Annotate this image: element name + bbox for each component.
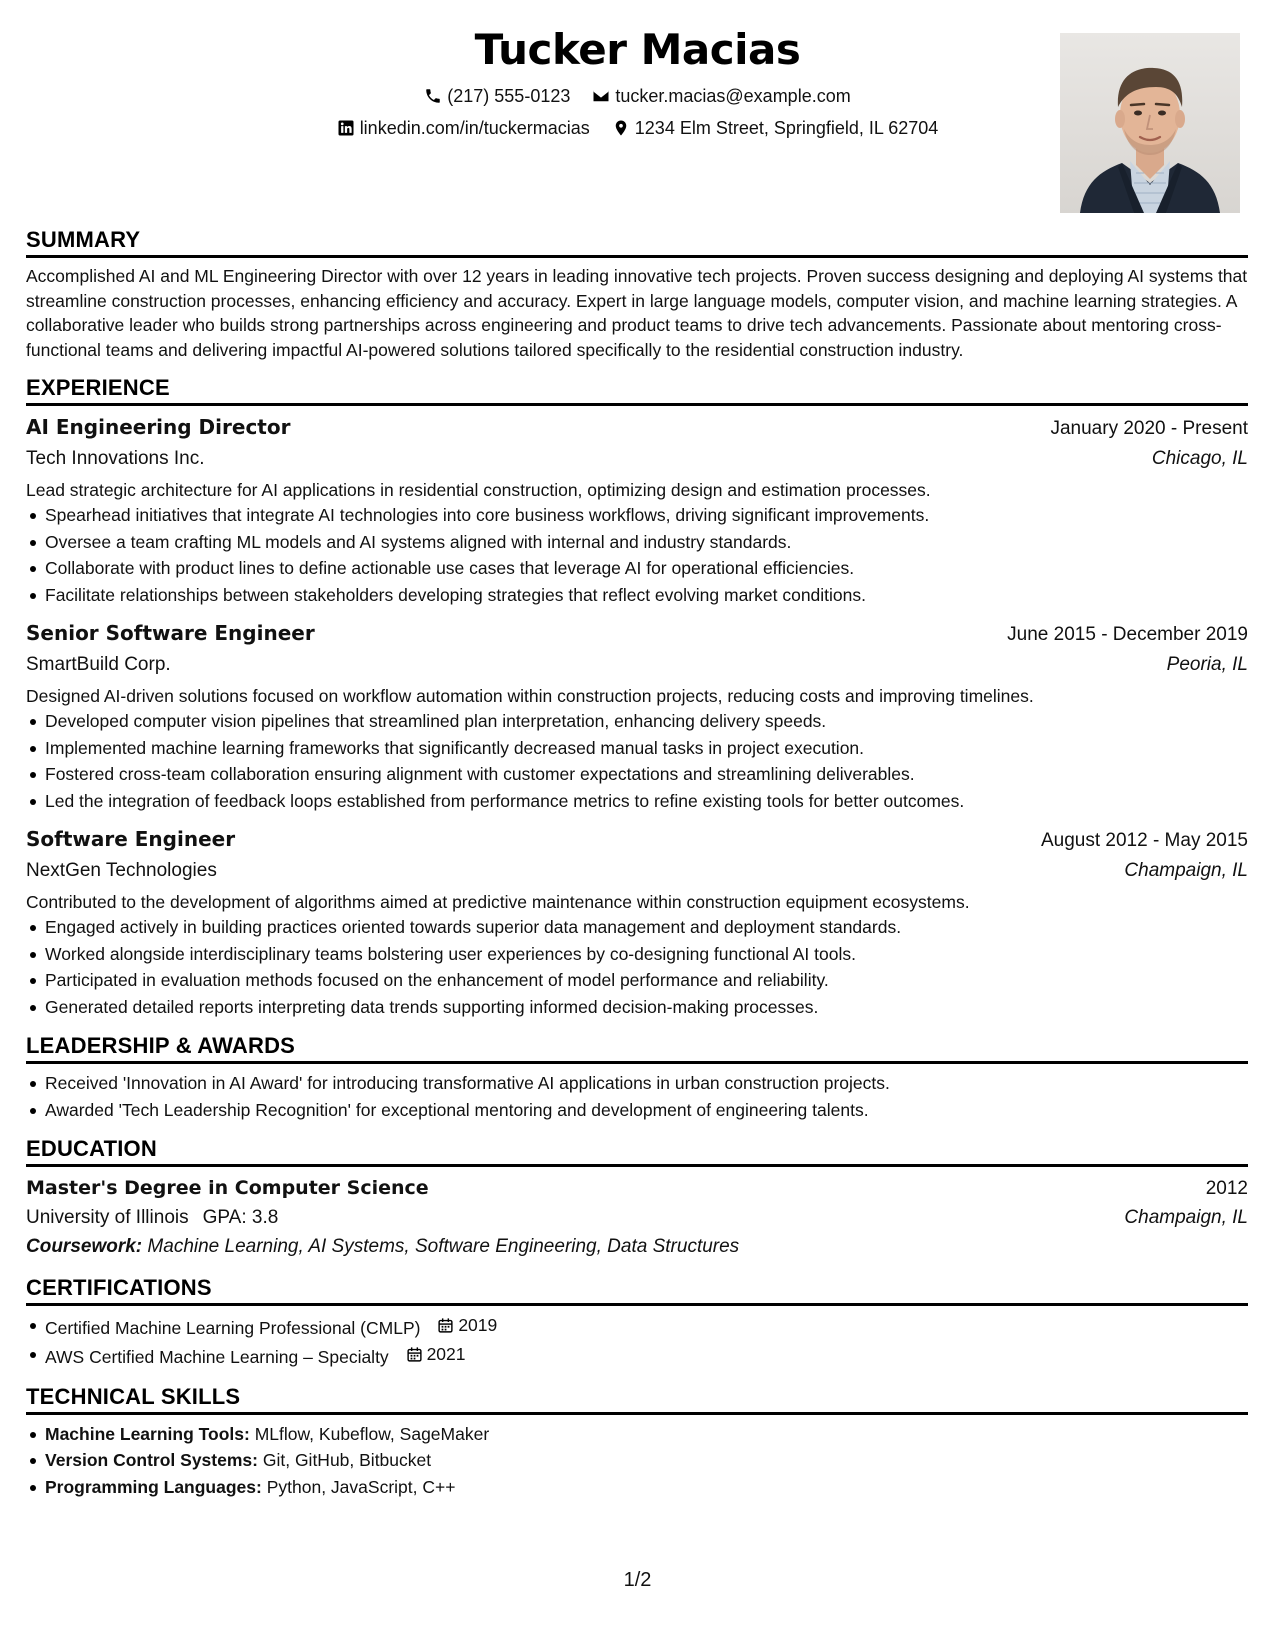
edu-school: University of Illinois: [26, 1207, 189, 1228]
summary-text: Accomplished AI and ML Engineering Director with over 12 years in leading innovative tech projects. Proven success designing and deploying AI systems that streamline construction processes, enhancing efficiency and accuracy. Expert in large language models, computer vision, and machine learning strategies. A collaborative leader who builds strong partnerships across engineering and product teams to drive tech advancements. Passionate about mentoring cross-functional teams and delivering impactful AI-powered solutions tailored specifically to the residential construction industry.: [26, 266, 1248, 360]
list-item: Facilitate relationships between stakeholders developing strategies that reflect evolving market conditions.: [26, 582, 1248, 609]
job-bullets: [26, 708, 1248, 814]
job-company: SmartBuild Corp.: [26, 654, 171, 675]
phone-icon: [424, 87, 442, 105]
job-bullets: [26, 502, 1248, 608]
list-item: Received 'Innovation in AI Award' for introducing transformative AI applications in urban construction projects.: [26, 1070, 1248, 1097]
contact-phone: [424, 84, 570, 108]
job-title: AI Engineering Director: [26, 415, 291, 439]
address-text: 1234 Elm Street, Springfield, IL 62704: [634, 118, 939, 138]
resume-content: [26, 226, 1248, 1512]
profile-photo: [1060, 33, 1240, 213]
contact-address: [612, 116, 939, 140]
cert-name: Certified Machine Learning Professional (CMLP): [45, 1317, 421, 1338]
skill-label: Version Control Systems:: [45, 1450, 258, 1470]
list-item: [26, 1474, 1248, 1501]
list-item: Implemented machine learning frameworks that significantly decreased manual tasks in project execution.: [26, 735, 1248, 762]
skill-value: Python, JavaScript, C++: [266, 1476, 456, 1497]
certifications-list: [26, 1312, 1248, 1371]
job-dates: January 2020 - Present: [1050, 418, 1248, 439]
edu-gpa: GPA: 3.8: [202, 1207, 279, 1228]
list-item: Participated in evaluation methods focused on the enhancement of model performance and reliability.: [26, 967, 1248, 994]
job-dates: August 2012 - May 2015: [1040, 830, 1248, 851]
envelope-icon: [592, 87, 610, 105]
edu-degree: Master's Degree in Computer Science: [26, 1177, 429, 1199]
edu-location: Champaign, IL: [1124, 1207, 1248, 1228]
job-description: Designed AI-driven solutions focused on workflow automation within construction projects, reducing costs and improving timelines.: [26, 686, 1034, 706]
summary-section: [26, 226, 1248, 362]
summary-heading: SUMMARY: [26, 226, 1248, 258]
edu-year: 2012: [1205, 1178, 1248, 1199]
job-dates: June 2015 - December 2019: [1007, 624, 1248, 645]
list-item: [26, 1421, 1248, 1448]
certifications-section: [26, 1274, 1248, 1371]
cert-year-text: 2021: [426, 1344, 466, 1365]
education-heading: EDUCATION: [26, 1135, 1248, 1167]
list-item: Developed computer vision pipelines that streamlined plan interpretation, enhancing delivery speeds.: [26, 708, 1248, 735]
cert-year-text: 2019: [458, 1315, 498, 1335]
awards-list: [26, 1070, 1248, 1123]
list-item: Led the integration of feedback loops established from performance metrics to refine existing tools for better outcomes.: [26, 788, 1248, 815]
phone-text: (217) 555-0123: [447, 86, 571, 106]
job-location: Chicago, IL: [1151, 448, 1248, 469]
skill-label: Programming Languages:: [45, 1476, 262, 1497]
job-description: Lead strategic architecture for AI applications in residential construction, optimizing design and estimation processes.: [26, 480, 931, 500]
job-entry: [26, 412, 1248, 608]
coursework-label: Coursework:: [26, 1236, 143, 1257]
calendar-icon: [437, 1317, 454, 1334]
list-item: Awarded 'Tech Leadership Recognition' for exceptional mentoring and development of engineering talents.: [26, 1097, 1248, 1124]
certifications-heading: CERTIFICATIONS: [26, 1274, 1248, 1306]
list-item: Generated detailed reports interpreting data trends supporting informed decision-making processes.: [26, 994, 1248, 1021]
page-number: 1/2: [623, 1569, 652, 1591]
job-company: NextGen Technologies: [26, 860, 217, 881]
contact-linkedin[interactable]: [337, 116, 590, 140]
calendar-icon: [406, 1346, 423, 1363]
experience-heading: EXPERIENCE: [26, 374, 1248, 406]
job-location: Peoria, IL: [1166, 654, 1248, 675]
map-pin-icon: [612, 119, 630, 137]
list-item: [26, 1447, 1248, 1474]
list-item: Collaborate with product lines to define actionable use cases that leverage AI for operational efficiencies.: [26, 555, 1248, 582]
skills-section: [26, 1383, 1248, 1501]
linkedin-link[interactable]: linkedin.com/in/tuckermacias: [359, 118, 590, 138]
skill-label: Machine Learning Tools:: [45, 1423, 250, 1444]
experience-section: [26, 374, 1248, 1020]
coursework-list: Machine Learning, AI Systems, Software Engineering, Data Structures: [147, 1236, 740, 1257]
job-title: Software Engineer: [26, 827, 236, 851]
skills-heading: TECHNICAL SKILLS: [26, 1383, 1248, 1415]
skills-list: [26, 1421, 1248, 1501]
education-section: [26, 1135, 1248, 1262]
candidate-name: Tucker Macias: [474, 25, 801, 74]
cert-year: [437, 1312, 497, 1339]
job-location: Champaign, IL: [1124, 860, 1248, 881]
contact-email[interactable]: [592, 84, 850, 108]
cert-year: [406, 1341, 466, 1368]
cert-name: AWS Certified Machine Learning – Specialty: [45, 1347, 389, 1367]
list-item: Spearhead initiatives that integrate AI technologies into core business workflows, driving significant improvements.: [26, 502, 1248, 529]
job-entry: [26, 618, 1248, 814]
list-item: Engaged actively in building practices oriented towards superior data management and deployment standards.: [26, 914, 1248, 941]
leadership-heading: LEADERSHIP & AWARDS: [26, 1032, 1248, 1064]
list-item: [26, 1312, 1248, 1341]
list-item: Fostered cross-team collaboration ensuring alignment with customer expectations and streamlining deliverables.: [26, 761, 1248, 788]
job-entry: [26, 824, 1248, 1020]
skill-value: Git, GitHub, Bitbucket: [262, 1450, 432, 1470]
email-link[interactable]: tucker.macias@example.com: [615, 86, 851, 106]
edu-coursework: [26, 1232, 1248, 1262]
list-item: Worked alongside interdisciplinary teams bolstering user experiences by co-designing functional AI tools.: [26, 941, 1248, 968]
edu-school-line: [26, 1204, 278, 1232]
job-description: Contributed to the development of algorithms aimed at predictive maintenance within construction equipment ecosystems.: [26, 892, 970, 912]
leadership-section: [26, 1032, 1248, 1123]
list-item: Oversee a team crafting ML models and AI systems aligned with internal and industry standards.: [26, 529, 1248, 556]
job-title: Senior Software Engineer: [26, 621, 315, 645]
linkedin-icon: [337, 119, 355, 137]
list-item: [26, 1341, 1248, 1370]
job-bullets: [26, 914, 1248, 1020]
job-company: Tech Innovations Inc.: [26, 448, 205, 469]
skill-value: MLflow, Kubeflow, SageMaker: [254, 1423, 490, 1444]
